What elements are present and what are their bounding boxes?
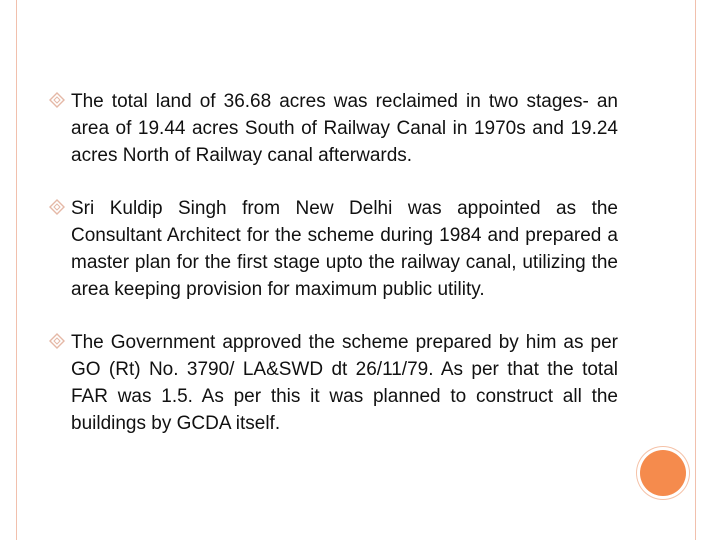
bullet-item: [48, 195, 618, 303]
bullet-text: The total land of 36.68 acres was reclaimed in two stages- an area of 19.44 acres South of Railway Canal in 1970s and 19.24 acres North of Railway canal afterwards.: [71, 91, 618, 166]
hollow-diamond-bullet-icon: [48, 91, 66, 109]
hollow-diamond-bullet-icon: [48, 332, 66, 350]
bullet-text: The Government approved the scheme prepared by him as per GO (Rt) No. 3790/ LA&SWD dt 26/11/79. As per that the total FAR was 1.5. As per this it was planned to construct all the buildings by GCDA itself.: [71, 332, 618, 434]
bullet-item: [48, 329, 618, 437]
bullet-item: [48, 88, 618, 169]
bullet-text: Sri Kuldip Singh from New Delhi was appointed as the Consultant Architect for the scheme during 1984 and prepared a master plan for the first stage upto the railway canal, utilizing the area keeping provision for maximum public utility.: [71, 198, 618, 300]
bullet-list: [48, 88, 618, 463]
decorative-circle: [640, 450, 686, 496]
hollow-diamond-bullet-icon: [48, 198, 66, 216]
